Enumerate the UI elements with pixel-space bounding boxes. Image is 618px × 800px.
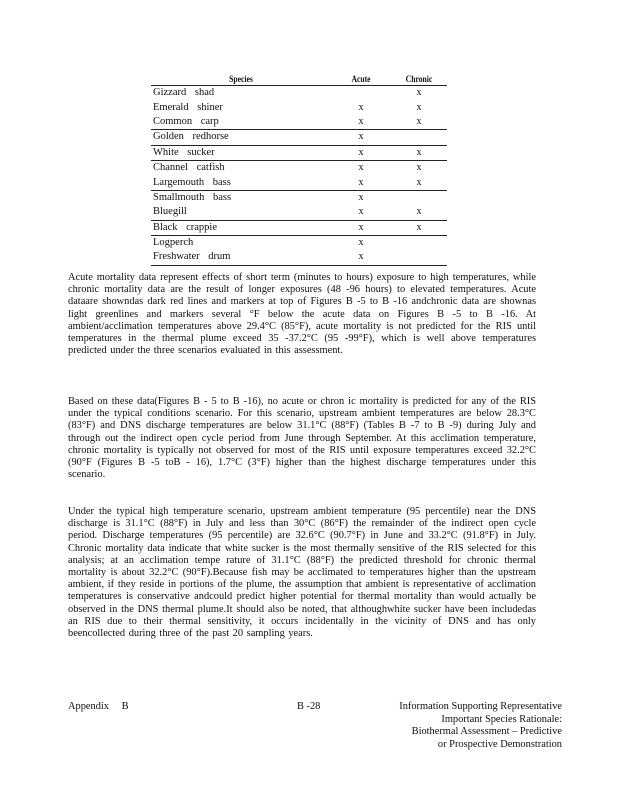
header-species: Species <box>165 73 318 86</box>
table-row <box>151 130 447 145</box>
chronic-mark <box>391 235 447 250</box>
paragraph-acute-chronic-definition: Acute mortality data represent effects of short term (minutes to hours) exposure to high temperatures, while chronic mortality data are the result of longer exposures (48 -96 hours) to elevated temperatures. Acute dataare showndas dark red lines and markers at top of Figures B -5 to B -16 andchronic data are shownas light greenlines and markers several °F below the acute data on Figures B -5 to B -16. At ambient/acclimation temperatures above 29.4°C (85°F), acute mortality is not predicted for the RIS until temperatures in the thermal plume exceed 35 -37.2°C (95 -99°F), which is well above temperatures predicted under the three scenarios evaluated in this assessment. <box>68 272 536 357</box>
table-row <box>151 235 447 250</box>
chronic-mark <box>391 130 447 145</box>
species-mortality-table <box>151 73 447 266</box>
footer-page-number: B -28 <box>297 701 321 712</box>
table-row <box>151 115 447 130</box>
chronic-mark: x <box>416 162 422 174</box>
table-row <box>151 220 447 235</box>
species-name: Channel catfish <box>153 162 225 174</box>
species-name: Largemouth bass <box>151 175 331 190</box>
species-name: White sucker <box>151 145 331 160</box>
acute-mark: x <box>331 130 391 145</box>
chronic-mark: x <box>416 87 422 99</box>
table-row <box>151 175 447 190</box>
acute-mark: x <box>358 237 364 249</box>
chronic-mark <box>391 190 447 205</box>
species-name: Golden redhorse <box>151 130 331 145</box>
acute-mark: x <box>331 250 391 265</box>
header-chronic: Chronic <box>395 73 443 86</box>
table-row <box>151 250 447 265</box>
footer-title-line: Important Species Rationale: <box>441 713 562 725</box>
acute-mark: x <box>331 205 391 220</box>
table-header-row <box>151 73 447 86</box>
chronic-mark <box>391 250 447 265</box>
species-name: Freshwater drum <box>151 250 331 265</box>
chronic-mark: x <box>391 220 447 235</box>
acute-mark: x <box>331 115 391 130</box>
table-row <box>151 160 447 175</box>
chronic-mark: x <box>391 145 447 160</box>
footer-title-line: Biothermal Assessment – Predictive <box>411 726 562 737</box>
table-row <box>151 100 447 114</box>
table-row <box>151 190 447 205</box>
footer-title-line: or Prospective Demonstration <box>437 738 562 750</box>
acute-mark: x <box>331 145 391 160</box>
species-name: Smallmouth bass <box>153 191 232 203</box>
header-acute: Acute <box>336 73 387 86</box>
chronic-mark: x <box>391 115 447 130</box>
acute-mark: x <box>331 220 391 235</box>
species-name: Common carp <box>151 115 331 130</box>
acute-mark: x <box>331 175 391 190</box>
species-name: Logperch <box>153 237 194 249</box>
species-name: Emerald shiner <box>153 101 223 113</box>
species-name: Bluegill <box>151 205 331 220</box>
footer-document-title <box>372 701 562 751</box>
chronic-mark: x <box>391 175 447 190</box>
paragraph-high-temperature: Under the typical high temperature scenario, upstream ambient temperature (95 percentile) near the DNS discharge is 31.1°C (88°F) in July and less than 30°C (86°F) the remainder of the indirect open cycle period. Discharge temperatures (95 percentile) are 32.6°C (90.7°F) in June and 33.2°C (91.8°F) in July. Chronic mortality data indicate that white sucker is the most thermally sensitive of the RIS selected for this analysis; at an acclimation tempe rature of 31.1°C (88°F) the predicted threshold for chronic thermal mortality is about 32.2°C (90°F).Because fish may be acclimated to temperatures higher than the upstream ambient, if they reside in portions of the plume, the assumption that ambient is representative of acclimation temperatures is conservative andcould predict higher potential for thermal mortality than would actually be observed in the DNS thermal plume.It should also be noted, that althoughwhite sucker have been includedas an RIS due to their thermal sensitivity, it occurs incidentally in the vicinity of DNS and has only beencollected during three of the past 20 sampling years. <box>68 506 536 640</box>
chronic-mark: x <box>416 101 422 113</box>
chronic-mark: x <box>391 205 447 220</box>
acute-mark <box>331 86 391 101</box>
footer-title-line: Information Supporting Representative <box>399 701 562 712</box>
table-row <box>151 205 447 220</box>
species-name: Gizzard shad <box>153 87 215 99</box>
paragraph-typical-conditions: Based on these data(Figures B - 5 to B -16), no acute or chron ic mortality is predicted for any of the RIS under the typical conditions scenario. For this scenario, upstream ambient temperatures are below 28.3°C (83°F) and DNS discharge temperatures are below 31.1°C (88°F) (Tables B -7 to B -9) during July and through out the indirect open cycle period from June through September. At this acclimation temperature, chronic mortality is typically not observed for most of the RIS until exposure temperatures exceed 32.2°C (90°F (Figures B -5 toB - 16), 1.7°C (3°F) higher than the highest discharge temperatures under this scenario. <box>68 396 536 481</box>
acute-mark: x <box>358 191 364 203</box>
acute-mark: x <box>358 101 364 113</box>
species-name: Black crappie <box>151 220 331 235</box>
acute-mark: x <box>358 162 364 174</box>
table-row <box>151 86 447 101</box>
footer-appendix-label: Appendix B <box>68 701 129 712</box>
table-row <box>151 145 447 160</box>
